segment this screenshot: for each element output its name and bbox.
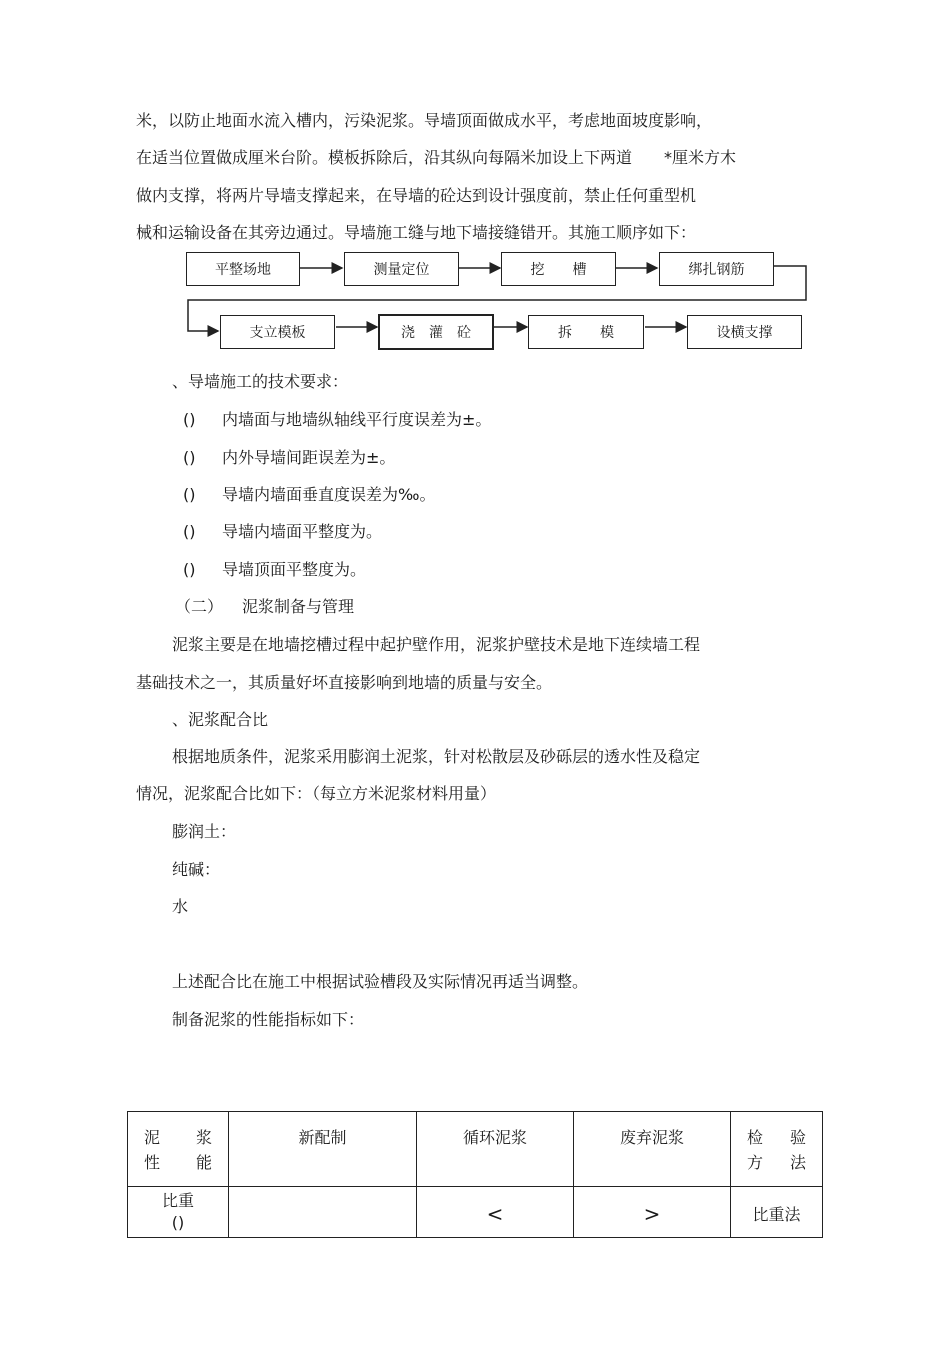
- flow-step-level-site: 平整场地: [186, 252, 300, 286]
- flow-step-brace: 设横支撑: [687, 315, 802, 349]
- row-circulating-value: [417, 1187, 574, 1238]
- slurry-intro-line: 基础技术之一，其质量好坏直接影响到地墙的质量与安全。: [136, 673, 553, 692]
- section-title: 泥浆制备与管理: [242, 597, 355, 616]
- header-char: 能: [195, 1153, 212, 1172]
- header-test-method: [731, 1112, 823, 1187]
- tech-item-text: 导墙内墙面平整度为。: [222, 522, 383, 541]
- tech-item-marker: (): [183, 485, 196, 504]
- mix-heading: 、泥浆配合比: [172, 710, 269, 729]
- flow-step-excavate: 挖 槽: [501, 252, 616, 286]
- slurry-performance-table: [127, 1111, 823, 1238]
- header-waste-label: 废弃泥浆: [619, 1128, 684, 1147]
- row-circulating-text: <: [486, 1202, 504, 1226]
- header-slurry-property: [128, 1112, 229, 1187]
- table-row: [128, 1187, 823, 1238]
- header-char: 浆: [195, 1128, 212, 1147]
- header-circulating-label: 循环泥浆: [462, 1128, 527, 1147]
- mix-item: 纯碱：: [172, 860, 221, 879]
- tech-heading: 、导墙施工的技术要求：: [172, 372, 349, 391]
- table-header-row: [128, 1112, 823, 1187]
- row-property-name: 比重: [161, 1191, 194, 1210]
- row-test-method-text: 比重法: [752, 1205, 801, 1224]
- header-char: 泥: [144, 1128, 161, 1147]
- flow-step-formwork: 支立模板: [220, 315, 335, 349]
- mix-intro-line: 情况，泥浆配合比如下：（每立方米泥浆材料用量）: [136, 784, 497, 803]
- mix-item: 水: [172, 897, 189, 916]
- section-marker: （二）: [175, 597, 224, 616]
- paragraph-line: 做内支撑，将两片导墙支撑起来，在导墙的砼达到设计强度前，禁止任何重型机: [136, 186, 697, 205]
- flow-step-pour: 浇 灌 砼: [378, 314, 494, 350]
- paragraph-line: 在适当位置做成厘米台阶。模板拆除后，沿其纵向每隔米加设上下两道 *厘米方木: [136, 148, 737, 167]
- perf-intro: 制备泥浆的性能指标如下：: [172, 1010, 365, 1029]
- header-circulating: [417, 1112, 574, 1187]
- flow-step-strip: 拆 模: [528, 315, 644, 349]
- tech-item-text: 导墙内墙面垂直度误差为‰。: [222, 485, 436, 504]
- tech-item-marker: (): [183, 560, 196, 579]
- header-char: 性: [144, 1153, 161, 1172]
- tech-item-marker: (): [183, 522, 196, 541]
- header-char: 检: [747, 1128, 764, 1147]
- row-new-value: [229, 1187, 417, 1238]
- header-waste: [574, 1112, 731, 1187]
- row-property-cell: [128, 1187, 229, 1238]
- paragraph-line: 米，以防止地面水流入槽内，污染泥浆。导墙顶面做成水平，考虑地面坡度影响，: [136, 111, 713, 130]
- row-waste-value: [574, 1187, 731, 1238]
- row-property-unit: (): [171, 1213, 185, 1232]
- tech-item-text: 导墙顶面平整度为。: [222, 560, 367, 579]
- row-waste-text: >: [643, 1202, 661, 1226]
- paragraph-line: 械和运输设备在其旁边通过。导墙施工缝与地下墙接缝错开。其施工顺序如下：: [136, 223, 697, 242]
- slurry-intro-line: 泥浆主要是在地墙挖槽过程中起护壁作用，泥浆护壁技术是地下连续墙工程: [172, 635, 701, 654]
- row-test-method: [731, 1187, 823, 1238]
- mix-item: 膨润土：: [172, 822, 237, 841]
- tech-item-text: 内墙面与地墙纵轴线平行度误差为±。: [222, 410, 492, 429]
- tech-item-marker: (): [183, 448, 196, 467]
- header-char: 验: [789, 1128, 806, 1147]
- mix-intro-line: 根据地质条件，泥浆采用膨润土泥浆，针对松散层及砂砾层的透水性及稳定: [172, 747, 701, 766]
- header-new: [229, 1112, 417, 1187]
- header-char: 法: [789, 1153, 806, 1172]
- adjust-note: 上述配合比在施工中根据试验槽段及实际情况再适当调整。: [172, 972, 589, 991]
- flow-step-rebar: 绑扎钢筋: [659, 252, 774, 286]
- header-new-label: 新配制: [298, 1128, 347, 1147]
- tech-item-text: 内外导墙间距误差为±。: [222, 448, 396, 467]
- header-char: 方: [747, 1153, 764, 1172]
- row-new-text: [229, 1187, 416, 1202]
- flow-step-survey: 测量定位: [344, 252, 459, 286]
- tech-item-marker: (): [183, 410, 196, 429]
